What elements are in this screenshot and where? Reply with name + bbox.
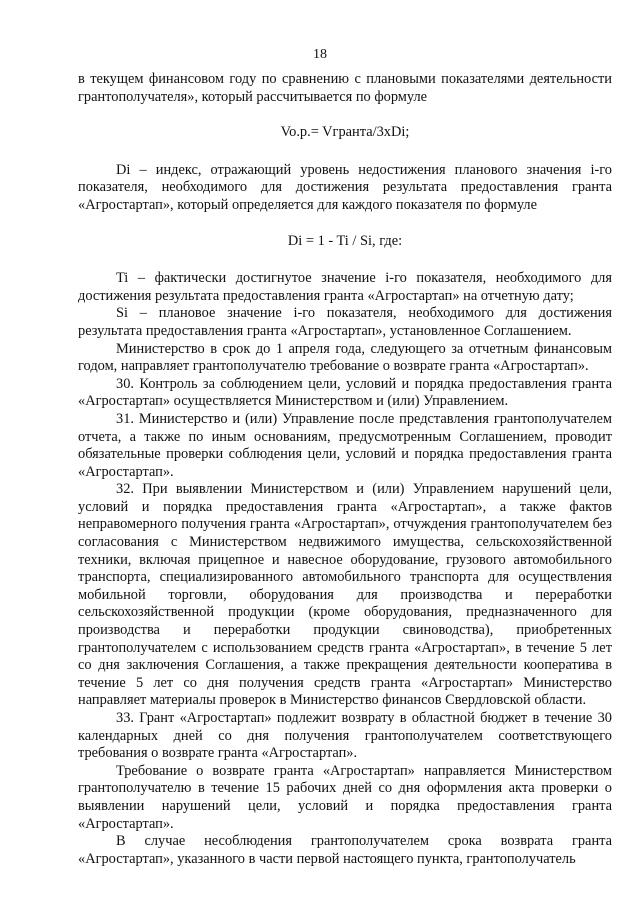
document-body [78, 71, 612, 868]
paragraph-intro: в текущем финансовом году по сравнению с плановыми показателями деятельности грантополучателя», который рассчитывается по формуле [78, 71, 612, 105]
paragraph-item-33: 33. Грант «Агростартап» подлежит возврату в областной бюджет в течение 30 календарных дней со дня получения грантополучателем соответствующего требования о возврате гранта «Агростартап». [78, 710, 612, 762]
paragraph-item-32: 32. При выявлении Министерством и (или) Управлением нарушений цели, условий и порядка предоставления гранта «Агростартап», а также фактов неправомерного получения гранта «Агростартап», отчуждения грантополучателем без согласования с Министерством недвижимого имущества, сельскохозяйственной техники, включая прицепное и навесное оборудование, грузового автомобильного транспорта, специализированного автомобильного транспорта для осуществления мобильной торговли, оборудования для производства и переработки сельскохозяйственной продукции (кроме оборудования, предназначенного для производства и переработки продукции свиноводства), приобретенных грантополучателем с использованием средств гранта «Агростартап», в течение 5 лет со дня заключения Соглашения, а также прекращения деятельности кооператива в течение 5 лет со дня получения средств гранта «Агростартап» Министерство направляет материалы проверок в Министерство финансов Свердловской области. [78, 481, 612, 709]
paragraph-return-requirement: Требование о возврате гранта «Агростартап» направляется Министерством грантополучателю в течение 15 рабочих дней со дня оформления акта проверки о выявлении нарушений цели, условий и порядка предоставления гранта «Агростартап». [78, 762, 612, 832]
formula-volume: Vo.p.= Vгранта/3xDi; [280, 124, 410, 141]
paragraph-noncompliance: В случае несоблюдения грантополучателем срока возврата гранта «Агростартап», указанного в части первой настоящего пункта, грантополучатель [78, 833, 612, 867]
paragraph-si-definition: Si – плановое значение i-го показателя, необходимого для достижения результата предоставления гранта «Агростартап», установленное Соглашением. [78, 305, 612, 339]
paragraph-item-30: 30. Контроль за соблюдением цели, условий и порядка предоставления гранта «Агростартап» осуществляется Министерством и (или) Управлением. [78, 375, 612, 410]
formula-index: Di = 1 - Ti / Si, где: [287, 232, 403, 249]
paragraph-index-definition: Di – индекс, отражающий уровень недостижения планового значения i-го показателя, необходимого для достижения результата предоставления гранта «Агростартап», который определяется для каждого показателя по формуле [78, 161, 612, 213]
paragraph-item-31: 31. Министерство и (или) Управление после представления грантополучателем отчета, а также по иным основаниям, предусмотренным Соглашением, проводит обязательные проверки соблюдения цели, условий и порядка предоставления гранта «Агростартап». [78, 410, 612, 480]
paragraph-ti-definition: Ti – фактически достигнутое значение i-го показателя, необходимого для достижения результата предоставления гранта «Агростартап» на отчетную дату; [78, 270, 612, 304]
paragraph-ministry-deadline: Министерство в срок до 1 апреля года, следующего за отчетным финансовым годом, направляет грантополучателю требование о возврате гранта «Агростартап». [78, 340, 612, 375]
page-number: 18 [313, 47, 327, 62]
